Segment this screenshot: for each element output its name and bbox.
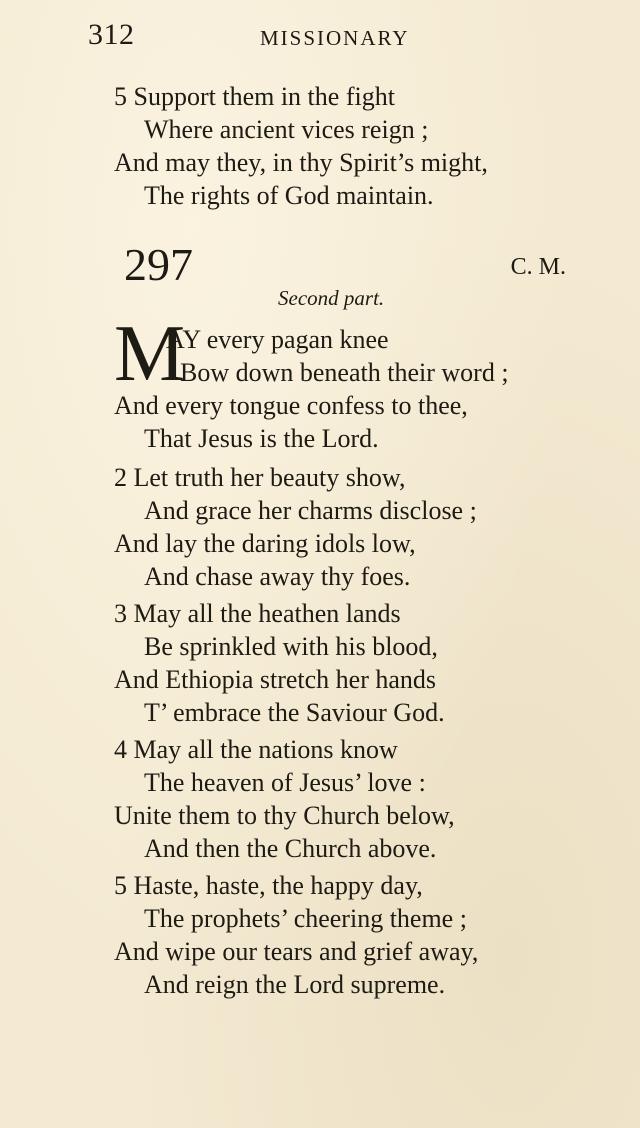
verse-line: And reign the Lord supreme. [144, 970, 446, 999]
verse-line: And every tongue confess to thee, [114, 391, 468, 420]
verse-line: And may they, in thy Spirit’s might, [114, 148, 488, 177]
verse-line: And then the Church above. [144, 834, 437, 863]
page-number: 312 [88, 18, 135, 51]
verse-line: The rights of God maintain. [144, 181, 434, 210]
verse-line: 5 Haste, haste, the happy day, [114, 871, 423, 900]
verse-line: That Jesus is the Lord. [144, 424, 379, 453]
verse-line: And wipe our tears and grief away, [114, 937, 479, 966]
verse-line: The prophets’ cheering theme ; [144, 904, 467, 933]
verse-line: Unite them to thy Church below, [114, 801, 455, 830]
verse-line: 3 May all the heathen lands [114, 599, 401, 628]
verse-line: The heaven of Jesus’ love : [144, 768, 426, 797]
verse-line: Be sprinkled with his blood, [144, 632, 438, 661]
hymn-number: 297 [124, 239, 193, 290]
verse-line: 4 May all the nations know [114, 735, 398, 764]
hymn-subtitle: Second part. [278, 286, 385, 310]
verse-line: And chase away thy foes. [144, 562, 411, 591]
stanza-5 [114, 869, 614, 1001]
page-header [88, 18, 568, 58]
stanza-3 [114, 597, 614, 729]
verse-line: AY every pagan knee [166, 325, 389, 354]
verse-line: 2 Let truth her beauty show, [114, 463, 406, 492]
verse-line: T’ embrace the Saviour God. [144, 698, 445, 727]
verse-line: Where ancient vices reign ; [144, 115, 429, 144]
running-head: MISSIONARY [260, 26, 410, 50]
drop-cap: M [114, 310, 186, 398]
verse-line: 5 Support them in the fight [114, 82, 395, 111]
verse-line: And Ethiopia stretch her hands [114, 665, 437, 694]
previous-hymn-final-stanza [114, 80, 614, 212]
stanza-2 [114, 461, 614, 593]
verse-line: And lay the daring idols low, [114, 529, 416, 558]
stanza-4 [114, 733, 614, 865]
hymn-meter: C. M. [510, 254, 566, 280]
hymn-heading [124, 240, 574, 290]
verse-line: Bow down beneath their word ; [180, 358, 509, 387]
stanza-1 [114, 323, 614, 455]
verse-line: And grace her charms disclose ; [144, 496, 477, 525]
